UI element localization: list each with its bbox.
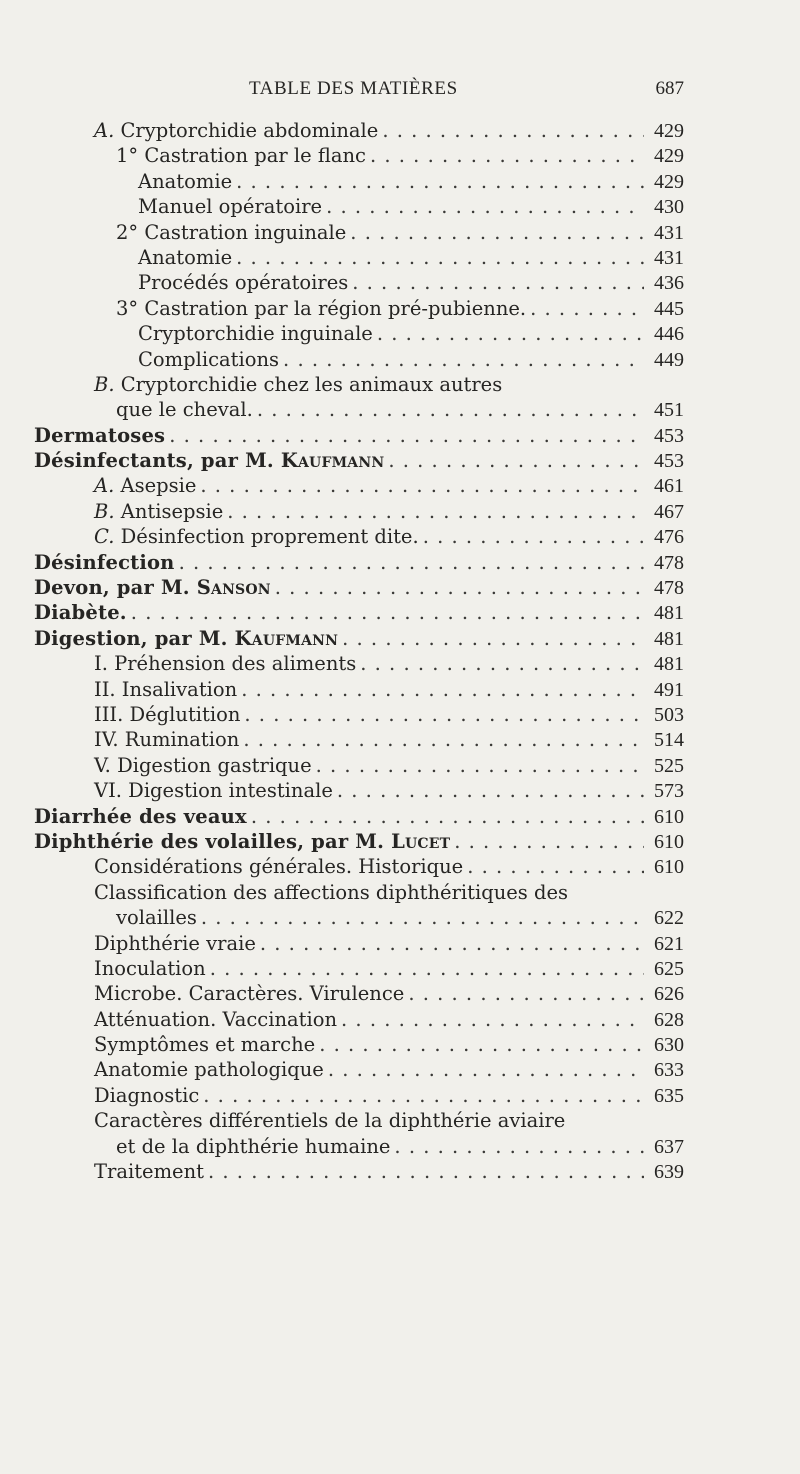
- toc-entry-label: [34, 448, 384, 473]
- toc-entry-text: volailles: [116, 906, 197, 930]
- toc-entry: [34, 753, 684, 778]
- toc-entry: [34, 1134, 684, 1159]
- toc-entry: [34, 194, 684, 219]
- toc-entry-text: 1° Castration par le flanc: [116, 144, 366, 168]
- toc-entry: [34, 423, 684, 448]
- toc-entry-text: Inoculation: [94, 956, 206, 980]
- dot-leader: [201, 905, 644, 930]
- toc-entry-text: Anatomie: [138, 169, 233, 193]
- dot-leader: [251, 804, 644, 829]
- toc-entry-page: 637: [654, 1135, 684, 1158]
- toc-entry: [34, 600, 684, 625]
- toc-entry: [34, 473, 684, 498]
- toc-entry-label: [94, 473, 196, 498]
- toc-entry: [34, 550, 684, 575]
- dot-leader: [360, 651, 644, 676]
- dot-leader: [131, 600, 644, 625]
- toc-entry-text: Anatomie pathologique: [94, 1058, 324, 1082]
- dot-leader: [283, 347, 644, 372]
- dot-leader: [328, 1057, 644, 1082]
- toc-entry: [34, 956, 684, 981]
- dot-leader: [257, 397, 644, 422]
- toc-entry-page: 628: [654, 1008, 684, 1031]
- toc-entry-text: Digestion, par M.: [34, 626, 228, 650]
- toc-entry: [34, 499, 684, 524]
- toc-entry-text: Diphthérie des volailles, par M.: [34, 829, 385, 853]
- toc-entry-page: 445: [654, 297, 684, 320]
- toc-entry-label: [94, 677, 237, 702]
- toc-entry-page: 610: [654, 830, 684, 853]
- toc-entry-text: Caractères différentiels de la diphthérie aviaire: [94, 1109, 566, 1133]
- toc-entry-page: 635: [654, 1084, 684, 1107]
- toc-entry: [34, 143, 684, 168]
- toc-entry: [34, 524, 684, 549]
- toc-entry-page: 449: [654, 348, 684, 371]
- toc-entry-page: 514: [654, 729, 684, 752]
- toc-entry-author: Kaufmann: [234, 626, 339, 650]
- toc-entry-text: Désinfection: [34, 550, 175, 574]
- toc-entry-page: 430: [654, 196, 684, 219]
- toc-entry-text: I. Préhension des aliments: [94, 652, 357, 676]
- toc-entry-text: Classification des affections diphthéritiques des: [94, 880, 569, 904]
- toc-entry-page: 453: [654, 424, 684, 447]
- dot-leader: [337, 778, 644, 803]
- toc-entry-text: Diarrhée des veaux: [34, 804, 247, 828]
- dot-leader: [423, 524, 644, 549]
- dot-leader: [377, 321, 644, 346]
- toc-entry-label: [94, 981, 404, 1006]
- page-number: 687: [655, 78, 684, 99]
- toc-entry-label: [138, 270, 348, 295]
- toc-entry-label: [94, 702, 240, 727]
- toc-entry: [34, 169, 684, 194]
- toc-entry-label: [94, 778, 333, 803]
- toc-entry-page: 431: [654, 221, 684, 244]
- toc-entry: [34, 880, 684, 905]
- toc-entry-text: Asepsie: [120, 474, 197, 498]
- dot-leader: [467, 854, 644, 879]
- toc-entry-page: 478: [654, 551, 684, 574]
- toc-entry-label: [94, 1032, 315, 1057]
- toc-entry-text: que le cheval.: [116, 398, 253, 422]
- toc-entry-text: Désinfectants, par M.: [34, 449, 274, 473]
- toc-entry-label: [138, 194, 322, 219]
- toc-entry-text: Anatomie: [138, 245, 233, 269]
- toc-entry-text: IV. Rumination: [94, 728, 240, 752]
- toc-entry-text: Complications: [138, 347, 280, 371]
- dot-leader: [210, 956, 644, 981]
- toc-entry: [34, 448, 684, 473]
- toc-entry-page: 625: [654, 957, 684, 980]
- toc-entry: [34, 372, 684, 397]
- toc-entry-prefix: B.: [94, 499, 115, 523]
- toc-entry-prefix: C.: [94, 525, 115, 549]
- toc-entry-page: 453: [654, 450, 684, 473]
- toc-entry-page: 429: [654, 120, 684, 142]
- dot-leader: [260, 931, 644, 956]
- toc-entry-label: [138, 169, 232, 194]
- toc-entry-text: Cryptorchidie inguinale: [138, 322, 373, 346]
- toc-entry: [34, 347, 684, 372]
- dot-leader: [244, 702, 644, 727]
- dot-leader: [342, 626, 644, 651]
- table-of-contents: [34, 118, 684, 1184]
- toc-entry: [34, 1083, 684, 1108]
- toc-entry: [34, 905, 684, 930]
- dot-leader: [394, 1134, 644, 1159]
- toc-entry-label: [34, 575, 271, 600]
- toc-entry-text: II. Insalivation: [94, 677, 238, 701]
- toc-entry-page: 610: [654, 856, 684, 879]
- toc-entry: [34, 321, 684, 346]
- toc-entry-label: [94, 931, 256, 956]
- dot-leader: [326, 194, 644, 219]
- toc-entry-page: 476: [654, 526, 684, 549]
- toc-entry-text: Cryptorchidie abdominale: [120, 119, 379, 142]
- toc-entry-label: [94, 118, 378, 143]
- toc-entry-prefix: A.: [94, 474, 115, 498]
- toc-entry-label: [34, 423, 165, 448]
- toc-entry-label: [94, 499, 223, 524]
- toc-entry-label: [94, 956, 206, 981]
- toc-entry: [34, 1159, 684, 1184]
- toc-entry-text: Manuel opératoire: [138, 195, 323, 219]
- toc-entry-page: 478: [654, 577, 684, 600]
- toc-entry-page: 626: [654, 983, 684, 1006]
- dot-leader: [203, 1083, 644, 1108]
- toc-entry-label: [138, 321, 373, 346]
- toc-entry-text: Atténuation. Vaccination: [94, 1007, 338, 1031]
- toc-entry-page: 621: [654, 932, 684, 955]
- dot-leader: [316, 753, 644, 778]
- toc-entry-text: et de la diphthérie humaine: [116, 1134, 391, 1158]
- toc-entry-label: [94, 524, 419, 549]
- toc-entry-text: Désinfection proprement dite.: [120, 525, 419, 549]
- toc-entry-page: 491: [654, 678, 684, 701]
- toc-entry-text: Diabète.: [34, 601, 127, 625]
- toc-entry-page: 610: [654, 805, 684, 828]
- dot-leader: [382, 118, 644, 143]
- running-title: TABLE DES MATIÈRES: [249, 78, 458, 99]
- toc-entry: [34, 677, 684, 702]
- toc-entry-page: 451: [654, 399, 684, 422]
- toc-entry-author: Sanson: [196, 576, 271, 600]
- dot-leader: [200, 473, 644, 498]
- dot-leader: [454, 829, 644, 854]
- toc-entry-text: Diphthérie vraie: [94, 931, 256, 955]
- dot-leader: [227, 499, 644, 524]
- dot-leader: [275, 575, 644, 600]
- toc-entry: [34, 118, 684, 143]
- toc-entry-text: Diagnostic: [94, 1083, 200, 1107]
- toc-entry-page: 446: [654, 323, 684, 346]
- toc-entry: [34, 220, 684, 245]
- toc-entry: [34, 727, 684, 752]
- dot-leader: [236, 169, 644, 194]
- toc-entry-text: Symptômes et marche: [94, 1033, 316, 1057]
- toc-entry-text: Antisepsie: [120, 499, 224, 523]
- toc-entry-page: 461: [654, 475, 684, 498]
- toc-entry-text: III. Déglutition: [94, 702, 241, 726]
- toc-entry: [34, 702, 684, 727]
- dot-leader: [341, 1007, 644, 1032]
- toc-entry: [34, 397, 684, 422]
- toc-entry-label: [94, 1057, 324, 1082]
- toc-entry: [34, 1057, 684, 1082]
- toc-entry-label: [34, 804, 247, 829]
- toc-entry-text: Devon, par M.: [34, 576, 190, 600]
- toc-entry-label: [94, 753, 312, 778]
- toc-entry-label: [94, 854, 463, 879]
- toc-entry-label: [34, 626, 338, 651]
- toc-entry-text: 3° Castration par la région pré-pubienne.: [116, 296, 527, 320]
- toc-entry: [34, 626, 684, 651]
- toc-entry-page: 481: [654, 602, 684, 625]
- toc-entry: [34, 1007, 684, 1032]
- toc-entry-label: [116, 397, 253, 422]
- toc-entry-label: [94, 651, 356, 676]
- toc-entry: [34, 1108, 684, 1133]
- toc-entry-prefix: A.: [94, 119, 115, 142]
- toc-entry: [34, 804, 684, 829]
- toc-entry-label: [94, 880, 568, 905]
- toc-entry-label: [138, 245, 232, 270]
- toc-entry-label: [94, 1083, 199, 1108]
- toc-entry: [34, 296, 684, 321]
- toc-entry-label: [138, 347, 279, 372]
- toc-entry-text: Cryptorchidie chez les animaux autres: [120, 372, 503, 396]
- toc-entry-label: [34, 829, 450, 854]
- dot-leader: [408, 981, 644, 1006]
- dot-leader: [319, 1032, 644, 1057]
- toc-entry-text: Dermatoses: [34, 423, 166, 447]
- toc-entry-label: [34, 550, 175, 575]
- toc-entry-author: Kaufmann: [280, 449, 385, 473]
- toc-entry-page: 429: [654, 170, 684, 193]
- dot-leader: [241, 677, 644, 702]
- dot-leader: [350, 220, 644, 245]
- toc-entry-author: Lucet: [391, 829, 451, 853]
- toc-entry-page: 503: [654, 703, 684, 726]
- toc-entry-text: VI. Digestion intestinale: [94, 779, 333, 803]
- dot-leader: [370, 143, 644, 168]
- toc-entry: [34, 981, 684, 1006]
- toc-entry-page: 436: [654, 272, 684, 295]
- dot-leader: [208, 1159, 644, 1184]
- toc-entry-page: 639: [654, 1161, 684, 1184]
- toc-entry-label: [34, 600, 127, 625]
- toc-entry-prefix: B.: [94, 372, 115, 396]
- toc-entry-label: [94, 1007, 337, 1032]
- toc-entry-text: 2° Castration inguinale: [116, 220, 347, 244]
- toc-entry: [34, 829, 684, 854]
- toc-entry-page: 429: [654, 145, 684, 168]
- toc-entry-text: V. Digestion gastrique: [94, 753, 312, 777]
- toc-entry-label: [94, 372, 502, 397]
- toc-entry-label: [116, 296, 526, 321]
- toc-entry-label: [116, 905, 197, 930]
- toc-entry-text: Microbe. Caractères. Virulence: [94, 982, 405, 1006]
- dot-leader: [388, 448, 644, 473]
- dot-leader: [352, 270, 644, 295]
- toc-entry-text: Procédés opératoires: [138, 271, 349, 295]
- toc-entry: [34, 1032, 684, 1057]
- toc-entry-label: [94, 1159, 204, 1184]
- toc-entry-page: 525: [654, 754, 684, 777]
- toc-entry: [34, 270, 684, 295]
- toc-entry-text: Considérations générales. Historique: [94, 855, 464, 879]
- toc-entry: [34, 245, 684, 270]
- toc-entry-page: 573: [654, 780, 684, 803]
- toc-entry-page: 622: [654, 907, 684, 930]
- toc-entry-label: [116, 143, 366, 168]
- toc-entry-label: [94, 1108, 565, 1133]
- toc-entry: [34, 931, 684, 956]
- toc-entry: [34, 778, 684, 803]
- toc-entry: [34, 575, 684, 600]
- dot-leader: [530, 296, 644, 321]
- toc-entry-text: Traitement: [94, 1160, 204, 1184]
- page-header: [34, 78, 684, 108]
- dot-leader: [179, 550, 644, 575]
- toc-entry-page: 481: [654, 653, 684, 676]
- dot-leader: [243, 727, 644, 752]
- dot-leader: [169, 423, 644, 448]
- toc-entry-page: 431: [654, 246, 684, 269]
- toc-entry-page: 467: [654, 500, 684, 523]
- toc-entry-label: [116, 220, 346, 245]
- dot-leader: [236, 245, 644, 270]
- toc-entry-label: [116, 1134, 390, 1159]
- toc-entry: [34, 651, 684, 676]
- toc-entry: [34, 854, 684, 879]
- toc-entry-page: 630: [654, 1034, 684, 1057]
- toc-entry-page: 481: [654, 627, 684, 650]
- toc-entry-page: 633: [654, 1059, 684, 1082]
- toc-entry-label: [94, 727, 239, 752]
